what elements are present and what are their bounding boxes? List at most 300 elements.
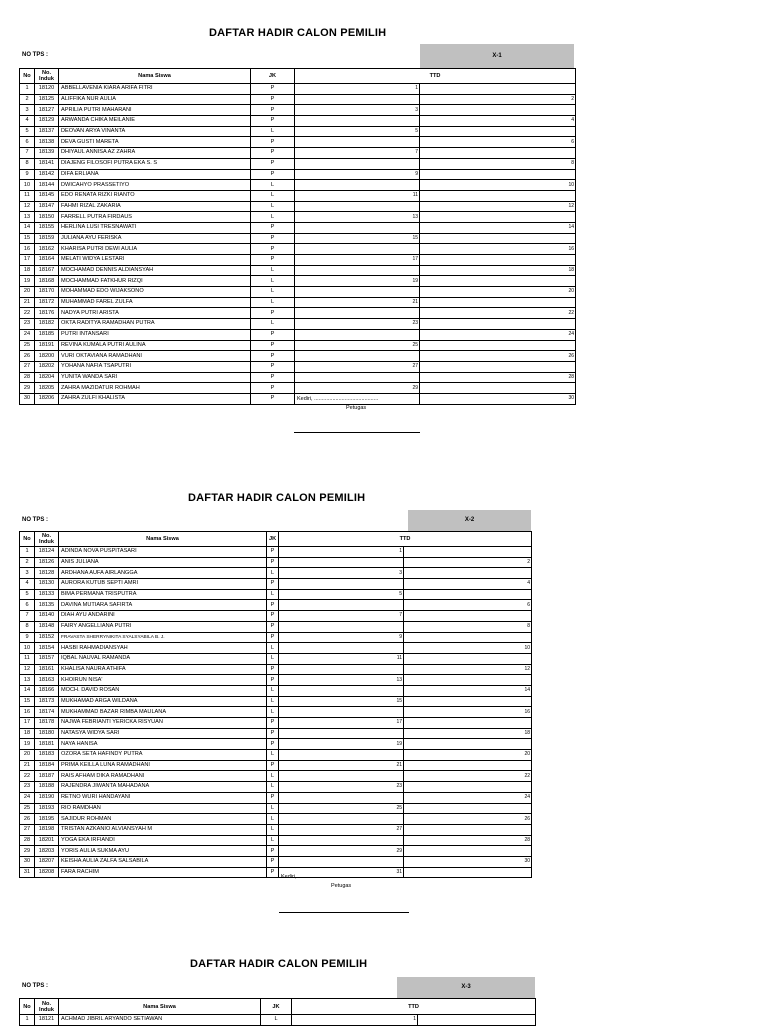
signature-cell[interactable] bbox=[420, 201, 576, 212]
signature-cell[interactable] bbox=[404, 835, 532, 846]
row-no: 29 bbox=[20, 846, 35, 857]
col-jk: JK bbox=[261, 999, 292, 1015]
row-no-induk: 18184 bbox=[35, 760, 59, 771]
row-nama: KEISHA AULIA ZALFA SALSABILA bbox=[59, 856, 267, 867]
signature-cell[interactable] bbox=[404, 643, 532, 654]
table-row bbox=[20, 308, 576, 319]
signature-cell[interactable] bbox=[404, 568, 532, 579]
signature-cell[interactable] bbox=[295, 148, 420, 159]
signature-cell[interactable] bbox=[404, 685, 532, 696]
row-no: 25 bbox=[20, 803, 35, 814]
col-no: No bbox=[20, 532, 35, 547]
signature-cell[interactable] bbox=[279, 589, 404, 600]
signature-number: 1 bbox=[415, 85, 418, 92]
signature-cell[interactable] bbox=[404, 728, 532, 739]
class-label: X-2 bbox=[408, 510, 531, 531]
row-no-induk: 18135 bbox=[35, 600, 59, 611]
page-title: DAFTAR HADIR CALON PEMILIH bbox=[190, 958, 368, 970]
row-no-induk: 18137 bbox=[35, 126, 59, 137]
signature-cell[interactable] bbox=[404, 557, 532, 568]
signature-cell[interactable] bbox=[295, 308, 420, 319]
signature-cell[interactable] bbox=[295, 361, 420, 372]
row-no-induk: 18178 bbox=[35, 718, 59, 729]
signature-cell[interactable] bbox=[404, 760, 532, 771]
signature-cell[interactable] bbox=[295, 287, 420, 298]
signature-cell[interactable] bbox=[279, 664, 404, 675]
signature-number: 28 bbox=[568, 373, 574, 380]
row-jk: P bbox=[251, 233, 295, 244]
table-row bbox=[20, 867, 532, 878]
row-nama: ACHMAD JIBRIL ARYANDO SETIAWAN bbox=[59, 1015, 261, 1026]
signature-cell[interactable] bbox=[295, 319, 420, 330]
signature-cell[interactable] bbox=[420, 255, 576, 266]
row-no: 6 bbox=[20, 137, 35, 148]
table-row bbox=[20, 265, 576, 276]
signature-cell[interactable] bbox=[404, 611, 532, 622]
petugas-label: Petugas bbox=[346, 405, 367, 411]
row-no: 4 bbox=[20, 579, 35, 590]
signature-cell[interactable] bbox=[420, 329, 576, 340]
table-row bbox=[20, 351, 576, 362]
signature-cell[interactable] bbox=[295, 276, 420, 287]
row-jk: P bbox=[267, 664, 279, 675]
signature-number: 17 bbox=[412, 256, 418, 263]
table-row bbox=[20, 212, 576, 223]
row-jk: P bbox=[251, 116, 295, 127]
signature-cell[interactable] bbox=[279, 632, 404, 643]
row-nama: OKTA RADITYA RAMADHAN PUTRA bbox=[59, 319, 251, 330]
col-no-induk: No. Induk bbox=[35, 69, 59, 84]
signature-cell[interactable] bbox=[420, 244, 576, 255]
signature-number: 25 bbox=[396, 804, 402, 811]
table-row bbox=[20, 803, 532, 814]
signature-cell[interactable] bbox=[420, 340, 576, 351]
row-no: 2 bbox=[20, 557, 35, 568]
signature-cell[interactable] bbox=[279, 718, 404, 729]
row-no: 29 bbox=[20, 383, 35, 394]
row-jk: L bbox=[251, 319, 295, 330]
signature-cell[interactable] bbox=[420, 190, 576, 201]
signature-cell[interactable] bbox=[279, 760, 404, 771]
table-row bbox=[20, 361, 576, 372]
row-no-induk: 18139 bbox=[35, 148, 59, 159]
signature-cell[interactable] bbox=[295, 212, 420, 223]
signature-cell[interactable] bbox=[404, 803, 532, 814]
row-jk: L bbox=[251, 212, 295, 223]
row-nama: NAJWA FEBRIANTI YERICKA RISYUAN bbox=[59, 718, 267, 729]
signature-cell[interactable] bbox=[295, 180, 420, 191]
row-no: 27 bbox=[20, 361, 35, 372]
signature-cell[interactable] bbox=[420, 137, 576, 148]
signature-cell[interactable] bbox=[295, 340, 420, 351]
row-jk: L bbox=[267, 589, 279, 600]
table-row bbox=[20, 319, 576, 330]
signature-cell[interactable] bbox=[295, 158, 420, 169]
signature-cell[interactable] bbox=[295, 265, 420, 276]
table-row bbox=[20, 846, 532, 857]
row-no-induk: 18145 bbox=[35, 190, 59, 201]
signature-cell[interactable] bbox=[295, 94, 420, 105]
signature-cell[interactable] bbox=[404, 696, 532, 707]
row-jk: L bbox=[251, 265, 295, 276]
row-no: 1 bbox=[20, 84, 35, 95]
table-row bbox=[20, 792, 532, 803]
table-row bbox=[20, 244, 576, 255]
row-nama: JULIANA AYU FERISKA bbox=[59, 233, 251, 244]
row-nama: MELATI WIDYA LESTARI bbox=[59, 255, 251, 266]
row-no: 16 bbox=[20, 707, 35, 718]
signature-cell[interactable] bbox=[420, 116, 576, 127]
row-no-induk: 18148 bbox=[35, 621, 59, 632]
row-nama: DEVA GUSTI MARETA bbox=[59, 137, 251, 148]
signature-cell[interactable] bbox=[404, 579, 532, 590]
signature-number: 16 bbox=[568, 245, 574, 252]
signature-cell[interactable] bbox=[279, 557, 404, 568]
col-ttd: TTD bbox=[295, 69, 576, 84]
table-row bbox=[20, 760, 532, 771]
row-no: 14 bbox=[20, 685, 35, 696]
row-no: 4 bbox=[20, 116, 35, 127]
table-row bbox=[20, 148, 576, 159]
signature-number: 18 bbox=[568, 267, 574, 274]
signature-cell[interactable] bbox=[404, 824, 532, 835]
row-no-induk: 18174 bbox=[35, 707, 59, 718]
attendance-table bbox=[19, 68, 576, 405]
table-row bbox=[20, 664, 532, 675]
row-no: 3 bbox=[20, 568, 35, 579]
signature-cell[interactable] bbox=[279, 621, 404, 632]
signature-cell[interactable] bbox=[404, 664, 532, 675]
col-no-induk: No. Induk bbox=[35, 999, 59, 1015]
row-no: 6 bbox=[20, 600, 35, 611]
row-no: 22 bbox=[20, 771, 35, 782]
row-jk: P bbox=[251, 383, 295, 394]
row-nama: NADYA PUTRI ARISTA bbox=[59, 308, 251, 319]
signature-cell[interactable] bbox=[404, 589, 532, 600]
table-row bbox=[20, 94, 576, 105]
signature-cell[interactable] bbox=[279, 600, 404, 611]
row-jk: L bbox=[267, 696, 279, 707]
row-no: 28 bbox=[20, 835, 35, 846]
row-no-induk: 18138 bbox=[35, 137, 59, 148]
row-no-induk: 18208 bbox=[35, 867, 59, 878]
signature-cell[interactable] bbox=[420, 393, 576, 404]
signature-cell[interactable] bbox=[295, 329, 420, 340]
row-no: 10 bbox=[20, 643, 35, 654]
signature-cell[interactable] bbox=[404, 632, 532, 643]
signature-cell[interactable] bbox=[420, 158, 576, 169]
signature-cell[interactable] bbox=[404, 856, 532, 867]
row-no: 19 bbox=[20, 276, 35, 287]
signature-number: 14 bbox=[568, 224, 574, 231]
row-nama: EDO RENATA RIZKI RIANTO bbox=[59, 190, 251, 201]
signature-cell[interactable] bbox=[295, 222, 420, 233]
signature-cell[interactable] bbox=[404, 653, 532, 664]
signature-cell[interactable] bbox=[279, 685, 404, 696]
row-no-induk: 18176 bbox=[35, 308, 59, 319]
row-jk: P bbox=[251, 372, 295, 383]
signature-number: 16 bbox=[524, 708, 530, 715]
row-nama: DIAH AYU ANDARINI bbox=[59, 611, 267, 622]
table-row bbox=[20, 190, 576, 201]
signature-cell[interactable] bbox=[279, 707, 404, 718]
row-nama: MUKHAMAD ARGA WILDANA bbox=[59, 696, 267, 707]
row-no-induk: 18188 bbox=[35, 782, 59, 793]
table-row bbox=[20, 728, 532, 739]
signature-number: 24 bbox=[568, 331, 574, 338]
class-label: X-3 bbox=[397, 977, 535, 998]
signature-number: 11 bbox=[412, 192, 418, 199]
table-row bbox=[20, 372, 576, 383]
row-nama: SAJIDUR ROHMAN bbox=[59, 814, 267, 825]
signature-cell[interactable] bbox=[279, 846, 404, 857]
signature-cell[interactable] bbox=[279, 675, 404, 686]
signature-cell[interactable] bbox=[404, 621, 532, 632]
row-nama: MUKHAMMAD BAZAR RIMBA MAULANA bbox=[59, 707, 267, 718]
row-nama: TRISTAN AZKANIO ALVIANSYAH M bbox=[59, 824, 267, 835]
row-nama: ALIFFIKA NUR AULIA bbox=[59, 94, 251, 105]
signature-cell[interactable] bbox=[404, 750, 532, 761]
row-no-induk: 18180 bbox=[35, 728, 59, 739]
row-nama: HASBI RAHMADIANSYAH bbox=[59, 643, 267, 654]
signature-cell[interactable] bbox=[295, 190, 420, 201]
row-nama: MOHAMMAD EDO WIJAKSONO bbox=[59, 287, 251, 298]
row-jk: L bbox=[267, 835, 279, 846]
row-no: 12 bbox=[20, 664, 35, 675]
table-row bbox=[20, 685, 532, 696]
row-no-induk: 18201 bbox=[35, 835, 59, 846]
row-no: 23 bbox=[20, 319, 35, 330]
signature-cell[interactable] bbox=[279, 696, 404, 707]
row-nama: YOGA EKA IRFIANDI bbox=[59, 835, 267, 846]
table-row bbox=[20, 126, 576, 137]
row-no-induk: 18205 bbox=[35, 383, 59, 394]
signature-number: 6 bbox=[571, 138, 574, 145]
signature-number: 27 bbox=[396, 826, 402, 833]
table-row bbox=[20, 653, 532, 664]
signature-cell[interactable] bbox=[295, 233, 420, 244]
signature-cell[interactable] bbox=[420, 126, 576, 137]
signature-cell[interactable] bbox=[279, 803, 404, 814]
signature-number: 30 bbox=[524, 858, 530, 865]
row-jk: P bbox=[267, 846, 279, 857]
signature-cell[interactable] bbox=[295, 244, 420, 255]
row-nama: ABBELLAVENIA KIARA ARIFA FITRI bbox=[59, 84, 251, 95]
row-nama: ZAHRA MAZIDATUR ROHMAH bbox=[59, 383, 251, 394]
signature-cell[interactable] bbox=[279, 771, 404, 782]
row-no-induk: 18203 bbox=[35, 846, 59, 857]
row-nama: NAYA HANISA bbox=[59, 739, 267, 750]
row-nama: PUTRI INTANSARI bbox=[59, 329, 251, 340]
signature-cell[interactable] bbox=[295, 169, 420, 180]
signature-cell[interactable] bbox=[279, 739, 404, 750]
row-no: 17 bbox=[20, 255, 35, 266]
signature-number: 6 bbox=[527, 601, 530, 608]
row-jk: P bbox=[267, 792, 279, 803]
signature-cell[interactable] bbox=[279, 750, 404, 761]
table-row bbox=[20, 675, 532, 686]
signature-number: 24 bbox=[524, 794, 530, 801]
row-jk: P bbox=[267, 600, 279, 611]
signature-cell[interactable] bbox=[295, 84, 420, 95]
signature-cell[interactable] bbox=[279, 568, 404, 579]
table-row bbox=[20, 297, 576, 308]
signature-cell[interactable] bbox=[404, 792, 532, 803]
row-jk: P bbox=[251, 393, 295, 404]
row-no-induk: 18200 bbox=[35, 351, 59, 362]
row-no: 8 bbox=[20, 158, 35, 169]
signature-cell[interactable] bbox=[279, 824, 404, 835]
signature-cell[interactable] bbox=[420, 212, 576, 223]
row-nama: ARWANDA CHIKA MEILANIE bbox=[59, 116, 251, 127]
signature-cell[interactable] bbox=[420, 233, 576, 244]
signature-cell[interactable] bbox=[295, 255, 420, 266]
row-nama: APRILIA PUTRI MAHARANI bbox=[59, 105, 251, 116]
row-no-induk: 18124 bbox=[35, 547, 59, 558]
row-no: 5 bbox=[20, 126, 35, 137]
signature-cell[interactable] bbox=[420, 308, 576, 319]
row-jk: L bbox=[267, 782, 279, 793]
signature-cell[interactable] bbox=[279, 611, 404, 622]
table-row bbox=[20, 158, 576, 169]
signature-cell[interactable] bbox=[420, 287, 576, 298]
row-jk: L bbox=[267, 814, 279, 825]
signature-cell[interactable] bbox=[279, 814, 404, 825]
row-no-induk: 18198 bbox=[35, 824, 59, 835]
row-nama: DHIYAUL ANNISA AZ ZAHRA bbox=[59, 148, 251, 159]
signature-cell[interactable] bbox=[295, 297, 420, 308]
row-jk: P bbox=[267, 675, 279, 686]
signature-cell[interactable] bbox=[279, 728, 404, 739]
signature-cell[interactable] bbox=[404, 814, 532, 825]
signature-cell[interactable] bbox=[295, 351, 420, 362]
row-jk: L bbox=[251, 297, 295, 308]
signature-cell[interactable] bbox=[420, 319, 576, 330]
table-row bbox=[20, 621, 532, 632]
table-row bbox=[20, 707, 532, 718]
row-nama: KHOIRUN NISA' bbox=[59, 675, 267, 686]
signature-cell[interactable] bbox=[420, 297, 576, 308]
signature-cell[interactable] bbox=[420, 148, 576, 159]
signature-cell[interactable] bbox=[420, 169, 576, 180]
signature-cell[interactable] bbox=[295, 201, 420, 212]
signature-cell[interactable] bbox=[420, 94, 576, 105]
signature-number: 11 bbox=[396, 655, 402, 662]
signature-cell[interactable] bbox=[420, 383, 576, 394]
signature-cell[interactable] bbox=[295, 116, 420, 127]
row-no: 12 bbox=[20, 201, 35, 212]
signature-cell[interactable] bbox=[404, 547, 532, 558]
signature-cell[interactable] bbox=[420, 265, 576, 276]
row-no: 22 bbox=[20, 308, 35, 319]
signature-cell[interactable] bbox=[420, 372, 576, 383]
row-jk: P bbox=[251, 340, 295, 351]
row-no-induk: 18170 bbox=[35, 287, 59, 298]
signature-cell[interactable] bbox=[420, 351, 576, 362]
row-nama: RAJENDRA JIWANTA MAHADANA bbox=[59, 782, 267, 793]
row-no: 24 bbox=[20, 792, 35, 803]
row-nama: KHALISA NAURA ATHIFA bbox=[59, 664, 267, 675]
signature-number: 12 bbox=[568, 202, 574, 209]
signature-number: 1 bbox=[413, 1016, 416, 1023]
signature-cell[interactable] bbox=[279, 782, 404, 793]
row-nama: AURORA KUTUB SEPTI AMRI bbox=[59, 579, 267, 590]
signature-cell[interactable] bbox=[295, 105, 420, 116]
row-no: 27 bbox=[20, 824, 35, 835]
table-row bbox=[20, 771, 532, 782]
row-no-induk: 18120 bbox=[35, 84, 59, 95]
col-nama: Nama Siswa bbox=[59, 69, 251, 84]
row-no: 13 bbox=[20, 212, 35, 223]
signature-cell[interactable] bbox=[279, 856, 404, 867]
no-tps-label: NO TPS : bbox=[22, 983, 49, 989]
row-nama: ANIS JULIANA bbox=[59, 557, 267, 568]
signature-number: 18 bbox=[524, 730, 530, 737]
signature-cell[interactable] bbox=[404, 771, 532, 782]
table-row bbox=[20, 201, 576, 212]
row-no-induk: 18191 bbox=[35, 340, 59, 351]
signature-cell[interactable] bbox=[279, 547, 404, 558]
signature-cell[interactable] bbox=[404, 782, 532, 793]
row-no: 8 bbox=[20, 621, 35, 632]
row-nama: RIO RAMDHAN bbox=[59, 803, 267, 814]
signature-cell[interactable] bbox=[420, 222, 576, 233]
signature-cell[interactable] bbox=[420, 276, 576, 287]
row-jk: P bbox=[267, 760, 279, 771]
row-no: 2 bbox=[20, 94, 35, 105]
signature-cell[interactable] bbox=[279, 792, 404, 803]
row-no-induk: 18185 bbox=[35, 329, 59, 340]
signature-cell[interactable] bbox=[295, 137, 420, 148]
signature-cell[interactable] bbox=[404, 846, 532, 857]
table-row bbox=[20, 180, 576, 191]
signature-cell[interactable] bbox=[420, 361, 576, 372]
row-jk: P bbox=[251, 308, 295, 319]
row-nama: VURI OKTAVIANA RAMADHANI bbox=[59, 351, 251, 362]
signature-cell[interactable] bbox=[420, 180, 576, 191]
row-no-induk: 18161 bbox=[35, 664, 59, 675]
signature-line bbox=[279, 912, 409, 913]
signature-number: 9 bbox=[399, 633, 402, 640]
signature-cell[interactable] bbox=[279, 579, 404, 590]
signature-number: 25 bbox=[412, 341, 418, 348]
signature-cell[interactable] bbox=[404, 739, 532, 750]
row-jk: P bbox=[267, 739, 279, 750]
table-row bbox=[20, 568, 532, 579]
signature-cell[interactable] bbox=[279, 653, 404, 664]
signature-cell[interactable] bbox=[279, 835, 404, 846]
table-row bbox=[20, 696, 532, 707]
signature-number: 5 bbox=[399, 591, 402, 598]
row-no-induk: 18133 bbox=[35, 589, 59, 600]
signature-cell[interactable] bbox=[404, 718, 532, 729]
signature-cell[interactable] bbox=[420, 84, 576, 95]
table-row bbox=[20, 105, 576, 116]
row-nama: DIFA ERLIANA bbox=[59, 169, 251, 180]
signature-cell[interactable] bbox=[295, 126, 420, 137]
signature-cell[interactable] bbox=[295, 383, 420, 394]
signature-cell[interactable] bbox=[404, 867, 532, 878]
row-no: 15 bbox=[20, 233, 35, 244]
signature-cell[interactable] bbox=[420, 105, 576, 116]
signature-cell[interactable] bbox=[404, 600, 532, 611]
row-no-induk: 18121 bbox=[35, 1015, 59, 1026]
signature-cell[interactable] bbox=[295, 372, 420, 383]
signature-cell[interactable] bbox=[279, 643, 404, 654]
table-row bbox=[20, 340, 576, 351]
signature-cell[interactable] bbox=[404, 707, 532, 718]
signature-cell[interactable] bbox=[404, 675, 532, 686]
